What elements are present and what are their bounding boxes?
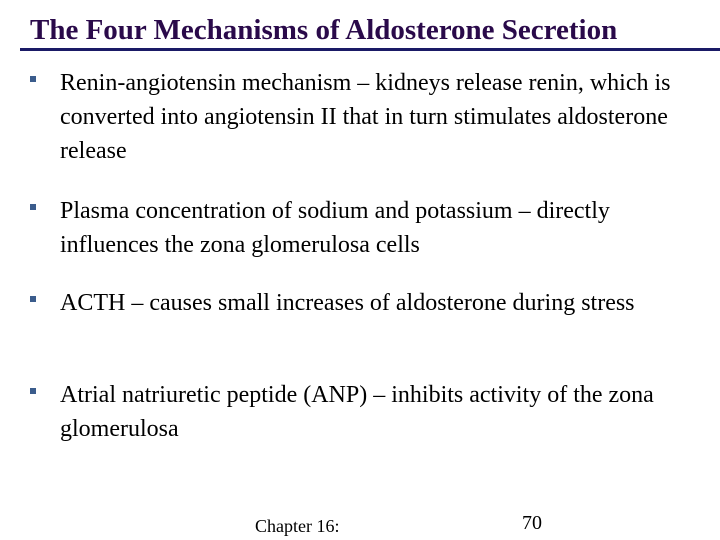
bullet-text: Renin-angiotensin mechanism – kidneys release renin, which is converted into angiotensin II that in turn stimulates aldosterone release (60, 70, 671, 164)
bullet-text: ACTH – causes small increases of aldosterone during stress (60, 290, 635, 316)
slide-title: The Four Mechanisms of Aldosterone Secretion (30, 14, 618, 46)
square-bullet-icon (30, 204, 36, 210)
footer-chapter-label: Chapter 16: (255, 516, 340, 536)
square-bullet-icon (30, 388, 36, 394)
footer-page-number: 70 (522, 512, 542, 534)
square-bullet-icon (30, 76, 36, 82)
square-bullet-icon (30, 296, 36, 302)
bullet-text: Atrial natriuretic peptide (ANP) – inhibits activity of the zona glomerulosa (60, 382, 654, 442)
title-underline (20, 48, 720, 51)
bullet-text: Plasma concentration of sodium and potassium – directly influences the zona glomerulosa cells (60, 198, 610, 258)
